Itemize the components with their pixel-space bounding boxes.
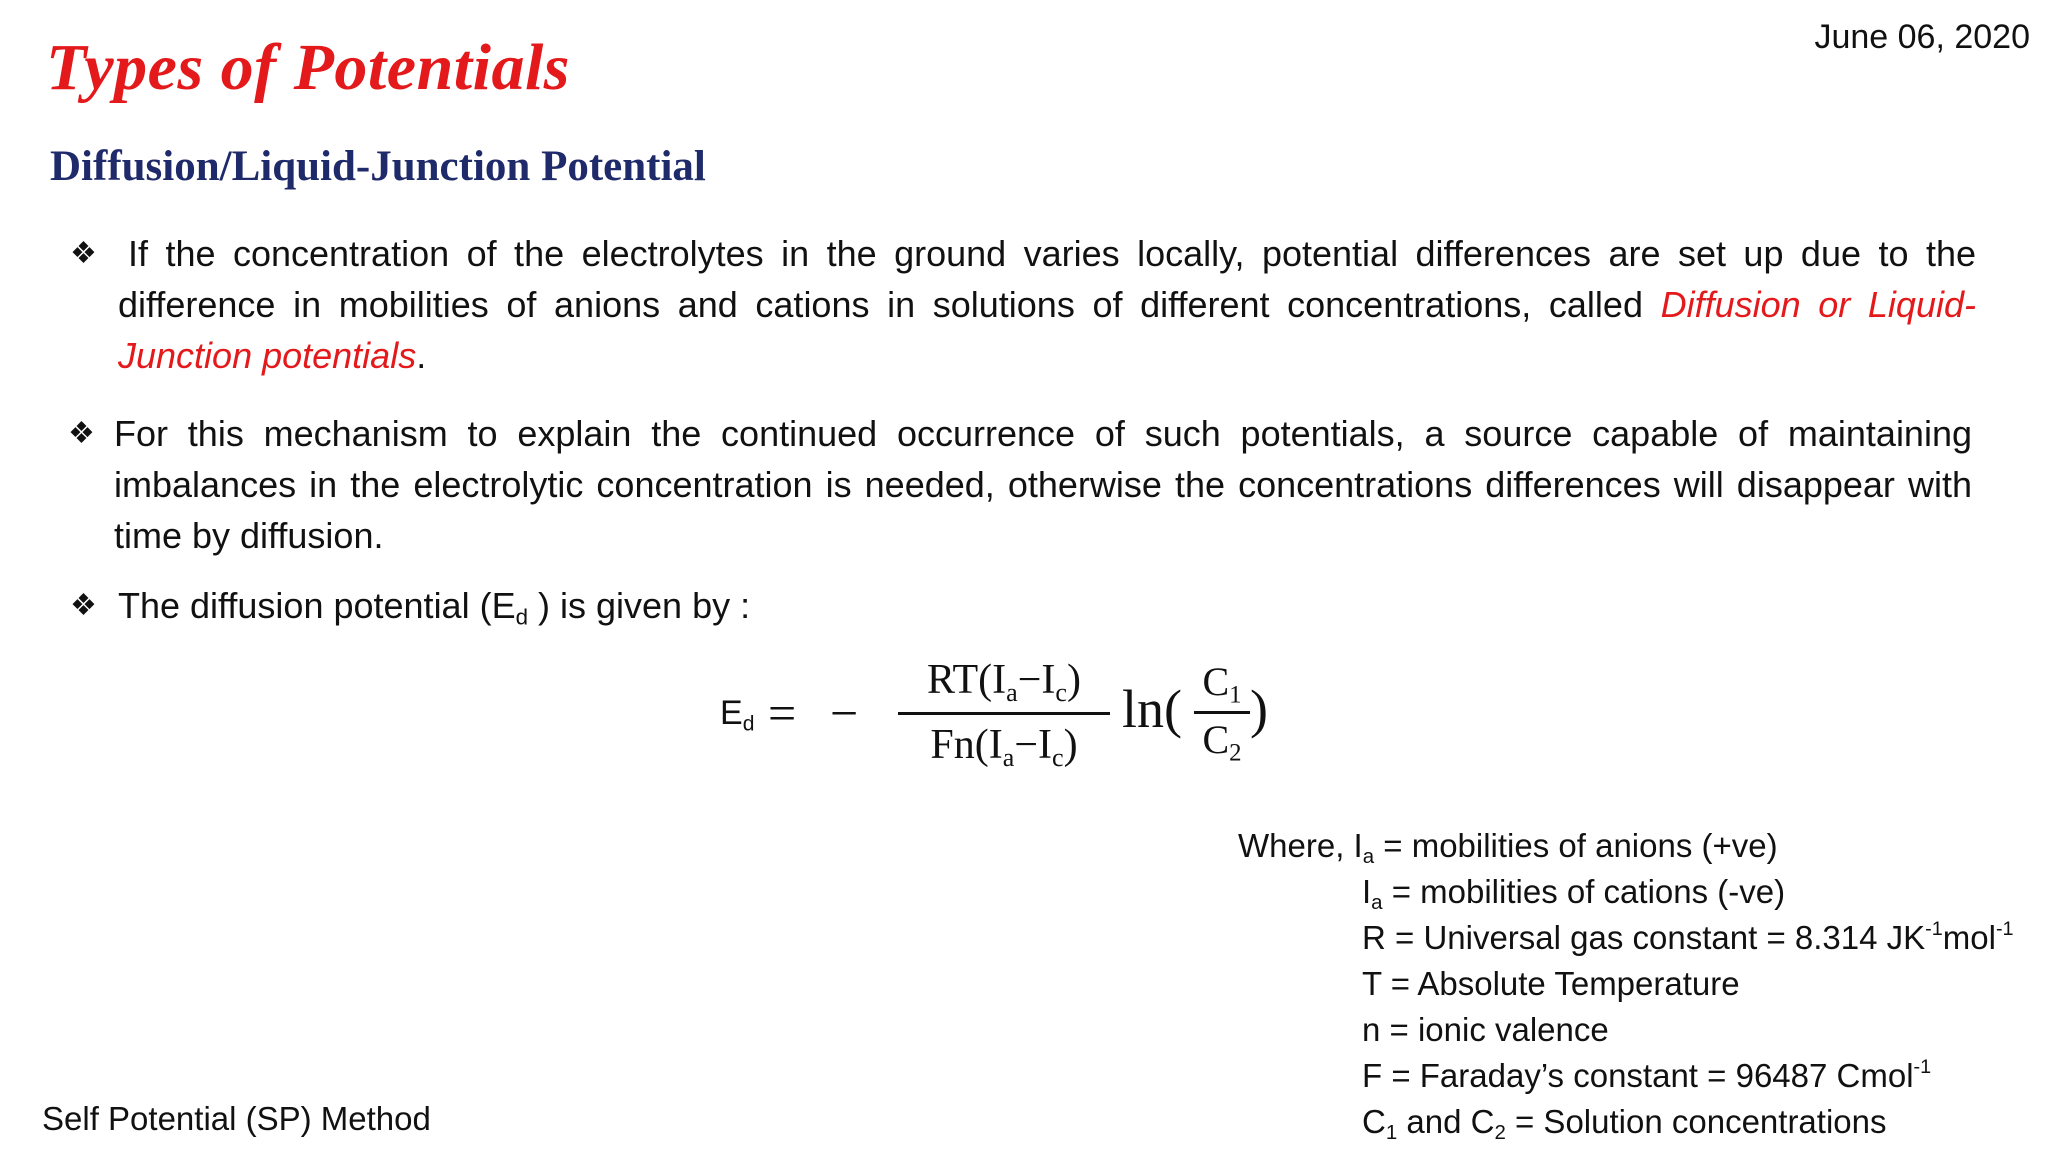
where-label: Where, <box>1238 827 1354 864</box>
legend-row-valence <box>1238 1007 1778 1053</box>
num-sub-a: a <box>1006 677 1018 707</box>
legend-text: = mobilities of cations (-ve) <box>1382 873 1786 910</box>
legend-superscript: -1 <box>1925 918 1943 941</box>
legend-text: = Solution concentrations <box>1505 1103 1887 1140</box>
legend-row-cations <box>1238 869 1786 915</box>
highlight-term: Diffusion or Liquid-Junction potentials <box>118 284 1976 376</box>
legend-text: and C <box>1397 1103 1495 1140</box>
bullet-concentration <box>70 228 1976 381</box>
fraction-denominator <box>898 715 1110 773</box>
legend-text: R = Universal gas constant = 8.314 JK <box>1362 919 1926 956</box>
diamond-bullet-icon: ❖ <box>70 589 97 622</box>
equation-lhs <box>720 694 754 736</box>
legend-entry <box>1362 1099 1887 1156</box>
diamond-bullet-icon: ❖ <box>70 237 97 270</box>
den-sub-a: a <box>1002 742 1015 772</box>
legend-entry <box>1362 915 2014 961</box>
c2-denominator <box>1194 714 1250 767</box>
legend-symbol: I <box>1353 827 1363 864</box>
lhs-symbol: E <box>720 694 743 732</box>
diamond-bullet-icon: ❖ <box>68 417 95 450</box>
legend-row-temperature <box>1238 961 1778 1007</box>
fraction-numerator <box>898 656 1110 715</box>
legend-symbol: I <box>1362 873 1372 910</box>
num-mid: −I <box>1017 657 1056 703</box>
legend-subscript: 2 <box>1494 1121 1506 1145</box>
mobility-fraction <box>898 656 1110 773</box>
den-mid: −I <box>1014 721 1053 768</box>
variable-legend <box>1238 823 2014 1145</box>
minus-sign: − <box>830 685 859 741</box>
closing-paren: ) <box>1250 679 1268 739</box>
bullet-mechanism <box>68 408 1972 561</box>
legend-symbol: C <box>1362 1103 1386 1140</box>
legend-text: T = Absolute Temperature <box>1362 965 1740 1002</box>
den-post: ) <box>1063 721 1078 768</box>
subscript-d: d <box>515 604 529 630</box>
c-num-sub: 1 <box>1229 681 1242 709</box>
legend-superscript: -1 <box>1913 1056 1932 1079</box>
legend-row-anions <box>1238 823 1778 869</box>
bullet-text <box>118 228 1976 381</box>
legend-subscript: a <box>1362 845 1375 869</box>
log-function: ln( <box>1122 679 1182 739</box>
bullet-text <box>118 580 970 643</box>
bullet-period: . <box>416 335 427 376</box>
slide-footer: Self Potential (SP) Method <box>42 1100 431 1137</box>
legend-text: F = Faraday’s constant = 96487 Cmol <box>1362 1057 1914 1094</box>
legend-subscript: a <box>1371 891 1383 915</box>
bullet-text-post: ) is given by : <box>528 585 751 626</box>
bullet-text-pre: The diffusion potential (E <box>118 585 516 626</box>
slide-date: June 06, 2020 <box>1814 18 2030 56</box>
c-num: C <box>1202 659 1230 704</box>
den-pre: Fn(I <box>930 721 1003 768</box>
equals-sign: = <box>768 685 797 741</box>
legend-row-gas-constant <box>1238 915 2014 961</box>
legend-row-faraday <box>1238 1053 1932 1099</box>
legend-unit: mol <box>1942 919 1996 956</box>
legend-text: = mobilities of anions (+ve) <box>1374 827 1778 864</box>
c1-numerator <box>1194 658 1250 714</box>
lhs-subscript: d <box>742 712 755 736</box>
legend-row-concentrations <box>1238 1099 1887 1145</box>
bullet-text: For this mechanism to explain the continued occurrence of such potentials, a source capable of maintaining imbalances in the electrolytic concentration is needed, otherwise the concentrations differences will disappear with time by diffusion. <box>114 413 1972 556</box>
slide-title: Types of Potentials <box>46 31 570 104</box>
slide-subtitle: Diffusion/Liquid-Junction Potential <box>50 143 706 190</box>
den-sub-c: c <box>1052 742 1064 772</box>
num-post: ) <box>1066 657 1081 703</box>
c-den: C <box>1202 717 1230 763</box>
legend-superscript: -1 <box>1995 918 2014 941</box>
bullet-body: If the concentration of the electrolytes in the ground varies locally, potential differences are set up due to the difference in mobilities of anions and cations in solutions of different concentrations, called <box>118 233 1976 325</box>
num-pre: RT(I <box>927 657 1007 703</box>
concentration-fraction <box>1194 658 1250 768</box>
legend-entry <box>1362 1053 1931 1099</box>
num-sub-c: c <box>1055 677 1067 707</box>
c-den-sub: 2 <box>1229 739 1242 767</box>
legend-text: n = ionic valence <box>1362 1011 1609 1048</box>
legend-subscript: 1 <box>1385 1121 1398 1145</box>
bullet-diffusion-formula <box>70 580 970 643</box>
